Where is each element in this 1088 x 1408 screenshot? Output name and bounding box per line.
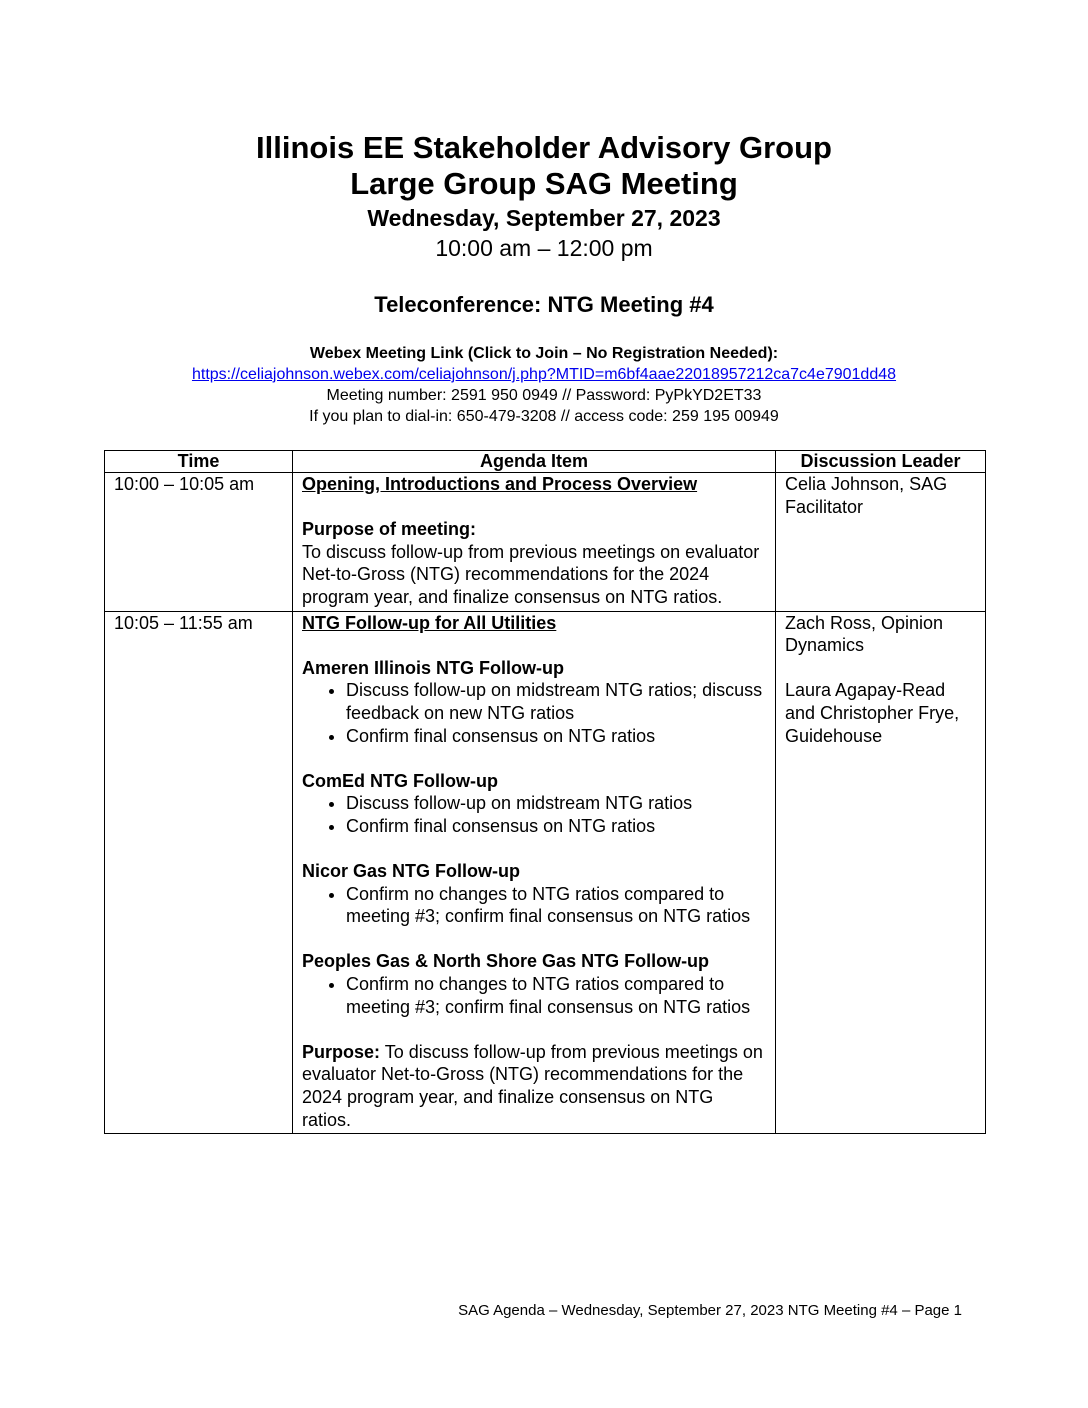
section-title: Ameren Illinois NTG Follow-up <box>302 657 565 678</box>
meeting-number: Meeting number: 2591 950 0949 // Password: PyPkYD2ET33 <box>326 387 762 404</box>
meeting-time: 10:00 am – 12:00 pm <box>435 235 653 261</box>
bullet-list <box>302 883 767 928</box>
list-item: • Confirm no changes to NTG ratios compared to meeting #3; confirm final consensus on NTG ratios <box>346 883 767 928</box>
webex-info <box>0 343 1088 427</box>
leader-1: Zach Ross, Opinion Dynamics <box>785 612 944 656</box>
row-time: 10:00 – 10:05 am <box>105 473 293 612</box>
page-footer: SAG Agenda – Wednesday, September 27, 2023 NTG Meeting #4 – Page 1 <box>458 1302 962 1319</box>
list-item: • Confirm no changes to NTG ratios compared to meeting #3; confirm final consensus on NTG ratios <box>346 973 767 1018</box>
section-title: ComEd NTG Follow-up <box>302 770 498 791</box>
agenda-heading: NTG Follow-up for All Utilities <box>302 612 557 633</box>
title-line-2: Large Group SAG Meeting <box>350 166 738 201</box>
list-item: • Confirm final consensus on NTG ratios <box>346 725 767 748</box>
leader-2: Laura Agapay-Read and Christopher Frye, Guidehouse <box>785 680 960 746</box>
bullet-list <box>302 973 767 1018</box>
document-header <box>0 130 1088 318</box>
teleconference-title: Teleconference: NTG Meeting #4 <box>374 292 714 317</box>
section-title: Peoples Gas & North Shore Gas NTG Follow-up <box>302 951 710 972</box>
row-leader: Celia Johnson, SAG Facilitator <box>776 473 986 612</box>
purpose-text: To discuss follow-up from previous meetings on evaluator Net-to-Gross (NTG) recommendations for the 2024 program year, and finalize consensus on NTG ratios. <box>302 1041 763 1130</box>
table-row <box>105 611 986 1134</box>
purpose-text: To discuss follow-up from previous meetings on evaluator Net-to-Gross (NTG) recommendations for the 2024 program year, and finalize consensus on NTG ratios. <box>302 541 760 607</box>
purpose-label: Purpose of meeting: <box>302 519 477 540</box>
header-discussion-leader: Discussion Leader <box>776 451 986 473</box>
list-item: • Discuss follow-up on midstream NTG ratios; discuss feedback on new NTG ratios <box>346 679 767 724</box>
bullet-list <box>302 679 767 747</box>
webex-link[interactable]: https://celiajohnson.webex.com/celiajohnson/j.php?MTID=m6bf4aae22018957212ca7c4e7901dd48 <box>191 366 897 383</box>
bullet-list <box>302 792 767 837</box>
row-leader <box>776 611 986 1134</box>
section-title: Nicor Gas NTG Follow-up <box>302 861 521 882</box>
row-agenda-item <box>293 473 776 612</box>
meeting-date: Wednesday, September 27, 2023 <box>367 205 721 231</box>
dial-in-info: If you plan to dial-in: 650-479-3208 // access code: 259 195 00949 <box>309 408 779 425</box>
list-item: • Discuss follow-up on midstream NTG ratios <box>346 792 767 815</box>
title-line-1: Illinois EE Stakeholder Advisory Group <box>256 130 832 165</box>
purpose-label: Purpose: <box>302 1041 381 1062</box>
header-agenda-item: Agenda Item <box>293 451 776 473</box>
purpose-paragraph <box>302 1041 767 1131</box>
agenda-table <box>104 450 986 1134</box>
row-agenda-item <box>293 611 776 1134</box>
table-header-row <box>105 451 986 473</box>
list-item: • Confirm final consensus on NTG ratios <box>346 815 767 838</box>
row-time: 10:05 – 11:55 am <box>105 611 293 1134</box>
webex-label: Webex Meeting Link (Click to Join – No Registration Needed): <box>309 345 779 362</box>
agenda-heading: Opening, Introductions and Process Overview <box>302 474 698 494</box>
table-row <box>105 473 986 612</box>
header-time: Time <box>105 451 293 473</box>
